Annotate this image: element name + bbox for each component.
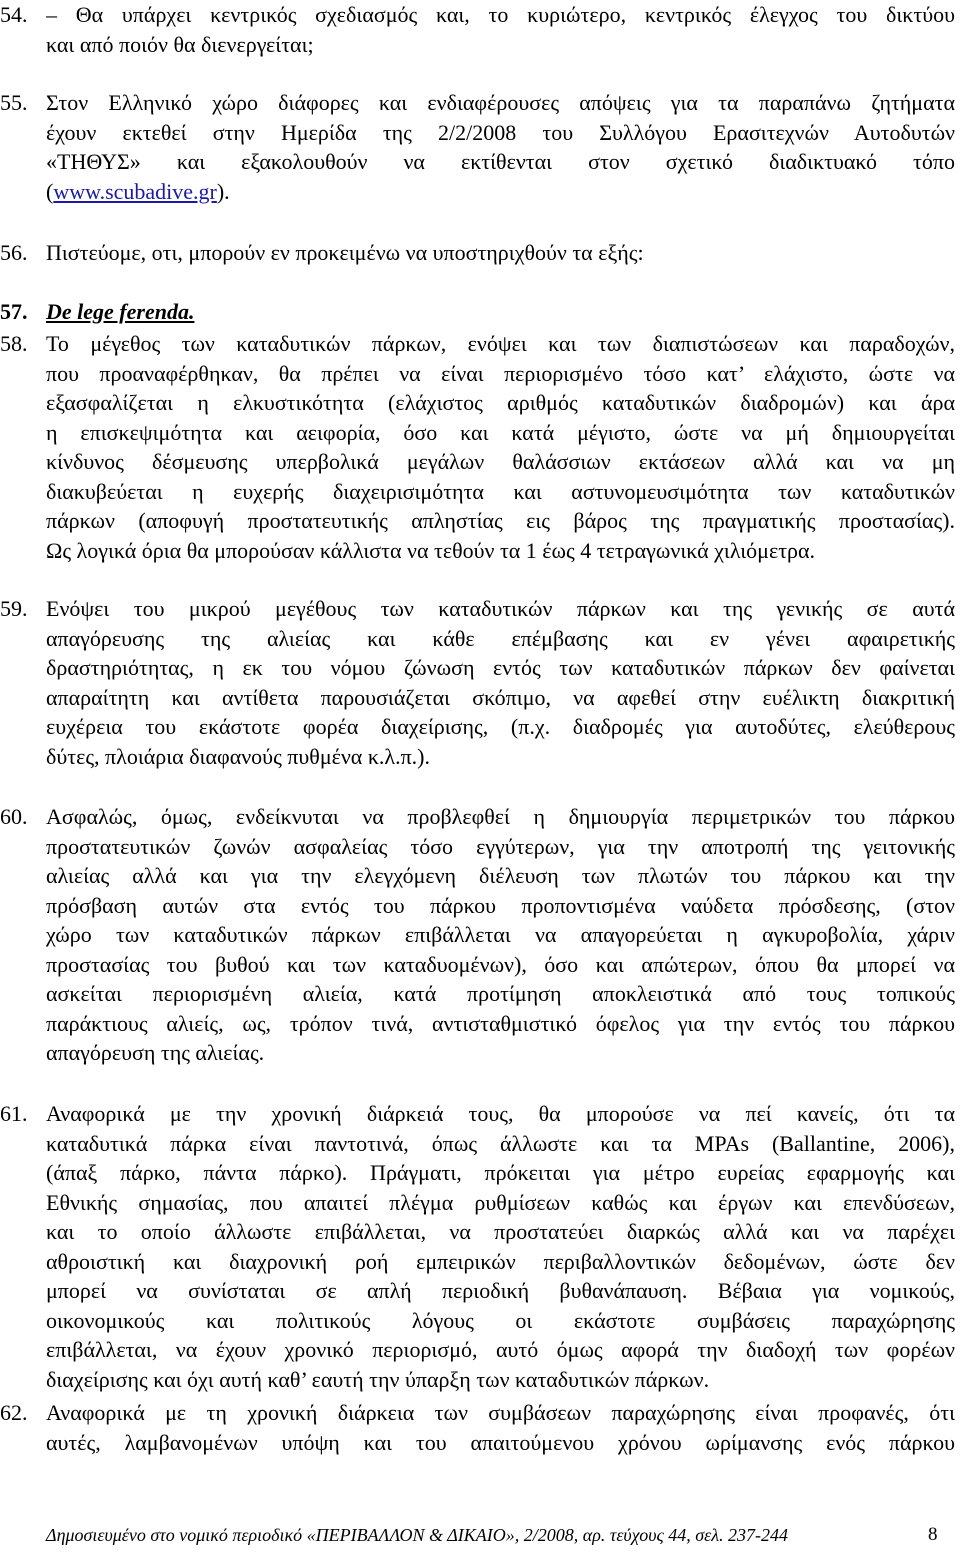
paragraph-line: Το μέγεθος των καταδυτικών πάρκων, ενόψει και των διαπιστώσεων και παραδοχών, [46,331,955,356]
page-number: 8 [928,1524,938,1545]
paragraph-body [46,238,955,268]
paragraph-line: ευχέρεια του εκάστοτε φορέα διαχείρισης, (π.χ. διαδρομές για αυτοδύτες, ελεύθερους [46,714,955,739]
paragraph-line: Ασφαλώς, όμως, ενδείκνυται να προβλεφθεί η δημιουργία περιμετρικών του πάρκου [46,804,955,829]
paragraph-line: καταδυτικά πάρκα είναι παντοτινά, όπως άλλωστε και τα MPAs (Ballantine, 2006), [46,1130,955,1156]
paragraph-line: Αναφορικά με τη χρονική διάρκεια των συμβάσεων παραχώρησης είναι προφανές, ότι [46,1400,955,1425]
paragraph-line: προστασίας του βυθού και των καταδυομένων), όσο και απώτερων, όπου θα μπορεί να [46,951,955,977]
paragraph-line: «ΤΗΘΥΣ» και εξακολουθούν να εκτίθενται στον σχετικό διαδικτυακό τόπο [46,149,955,174]
paragraph-line: απαραίτητη και αντίθετα παρουσιάζεται σκόπιμο, να αφεθεί στην ευέλικτη διακριτική [46,684,955,710]
footer-citation: Δημοσιευμένο στο νομικό περιοδικό «ΠΕΡΙΒΑΛΛΟΝ & ΔΙΚΑΙΟ», 2/2008, αρ. τεύχους 44, σελ. 237-244 [46,1525,789,1545]
paragraph-line: αλιείας αλλά και για την ελεγχόμενη διέλευση των πλωτών του πάρκου και την [46,863,955,888]
paragraph-line: χώρο των καταδυτικών πάρκων επιβάλλεται να απαγορεύεται η αγκυροβολία, χάριν [46,922,955,947]
paragraph-body [46,88,955,206]
paragraph-line: ασκείται περιορισμένη αλιεία, κατά προτίμηση αποκλειστικά από τους τοπικούς [46,981,955,1006]
paragraph-body [46,0,955,59]
paragraph-line: οικονομικούς και πολιτικούς λόγους οι εκάστοτε συμβάσεις παραχώρησης [46,1307,955,1333]
website-link[interactable]: www.scubadive.gr [53,178,217,204]
paragraph-number: 60. [0,804,28,829]
paragraph-body [46,1099,955,1394]
paragraph-line: μπορεί να συνίσταται σε απλή περιοδική βυθανάπαυση. Βέβαια για νομικούς, [46,1278,955,1303]
paragraph-number: 58. [0,331,28,356]
paragraph-number: 57. [0,299,28,324]
paragraph-line: απαγόρευσης της αλιείας και κάθε επέμβασης και εν γένει αφαιρετικής [46,625,955,651]
paragraph-line: επιβάλλεται, να έχουν χρονικό περιορισμό, αυτό όμως αφορά την διαδοχή των φορέων [46,1337,955,1362]
paragraph-number: 56. [0,240,28,265]
paragraph-line: διαχείρισης και όχι αυτή καθ’ εαυτή την ύπαρξη των καταδυτικών πάρκων. [46,1366,710,1392]
paragraph-line: Αναφορικά με την χρονική διάρκειά τους, θα μπορούσε να πεί κανείς, ότι τα [46,1101,955,1126]
paragraph-line: πάρκων (αποφυγή προστατευτικής απληστίας εις βάρος της πραγματικής προστασίας). [46,508,955,533]
paragraph-line: αθροιστική και διαχρονική ροή εμπειρικών περιβαλλοντικών δεδομένων, ώστε δεν [46,1248,955,1274]
paragraph-number: 54. [0,2,28,27]
paragraph-body [46,297,955,327]
paragraph-line: δύτες, πλοιάρια διαφανούς πυθμένα κ.λ.π.). [46,743,431,769]
paragraph-line: Πιστεύομε, οτι, μπορούν εν προκειμένω να υποστηριχθούν τα εξής: [46,240,644,265]
paragraph-line: απαγόρευση της αλιείας. [46,1040,265,1065]
paragraph-line: και το οποίο άλλωστε επιβάλλεται, να προστατεύει διαρκώς αλλά και να παρέχει [46,1219,955,1244]
paragraph-line: – Θα υπάρχει κεντρικός σχεδιασμός και, το κυριώτερο, κεντρικός έλεγχος του δικτύου [46,2,955,27]
link-paren-open: ( [46,178,54,204]
paragraph-number: 61. [0,1101,28,1126]
paragraph-line: παράκτιους αλιείς, ως, τρόπον τινά, αντισταθμιστικό όφελος για την εντός του πάρκου [46,1010,955,1036]
paragraph-line: δραστηριότητας, η εκ του νόμου ζώνωση εντός των καταδυτικών πάρκων δεν φαίνεται [46,655,955,680]
paragraph-line: πρόσβαση αυτών στα εντός του πάρκου προποντισμένα ναύδετα πρόσδεσης, (στον [46,892,955,918]
paragraph-line: έχουν εκτεθεί στην Ημερίδα της 2/2/2008 του Συλλόγου Ερασιτεχνών Αυτοδυτών [46,119,955,145]
paragraph-line: Εθνικής σημασίας, που απαιτεί πλέγμα ρυθμίσεων καθώς και έργων και επενδύσεων, [46,1189,955,1215]
paragraph-line: και από ποιόν θα διενεργείται; [46,31,314,57]
paragraph-body [46,1398,955,1457]
paragraph-line: εξασφαλίζεται η ελκυστικότητα (ελάχιστος αριθμός καταδυτικών διαδρομών) και άρα [46,390,955,415]
paragraph-line: που προαναφέρθηκαν, θα πρέπει να είναι περιορισμένο τόσο κατ’ ελάχιστο, ώστε να [46,360,955,386]
paragraph-line [46,177,955,207]
paragraph-line: η επισκεψιμότητα και αειφορία, όσο και κατά μέγιστο, ώστε να μή δημιουργείται [46,419,955,445]
paragraph-line: διακυβεύεται η ευχερής διαχειρισιμότητα και αστυνομευσιμότητα των καταδυτικών [46,478,955,504]
paragraph-number: 59. [0,596,28,621]
paragraph-line: (άπαξ πάρκο, πάντα πάρκο). Πράγματι, πρόκειται για μέτρο ευρείας εφαρμογής και [46,1160,955,1185]
paragraph-body [46,802,955,1068]
paragraph-body [46,329,955,565]
section-heading: De lege ferenda. [46,299,195,324]
paragraph-number: 55. [0,90,28,115]
page-footer [46,1524,946,1546]
paragraph-line: Ως λογικά όρια θα μπορούσαν κάλλιστα να τεθούν τα 1 έως 4 τετραγωνικά χιλιόμετρα. [46,537,816,563]
paragraph-body [46,594,955,771]
paragraph-line: αυτές, λαμβανομένων υπόψη και του απαιτούμενου χρόνου ωρίμανσης ενός πάρκου [46,1429,955,1455]
paragraph-line: Ενόψει του μικρού μεγέθους των καταδυτικών πάρκων και της γενικής σε αυτά [46,596,955,621]
paragraph-line: κίνδυνος δέσμευσης υπερβολικά μεγάλων θαλάσσιων εκτάσεων αλλά και να μη [46,449,955,474]
paragraph-line: προστατευτικών ζωνών ασφαλείας τόσο εγγύτερων, για την αποτροπή της γειτονικής [46,833,955,859]
paragraph-number: 62. [0,1400,28,1425]
link-paren-close: ). [216,178,230,204]
paragraph-line: Στον Ελληνικό χώρο διάφορες και ενδιαφέρουσες απόψεις για τα παραπάνω ζητήματα [46,90,955,115]
